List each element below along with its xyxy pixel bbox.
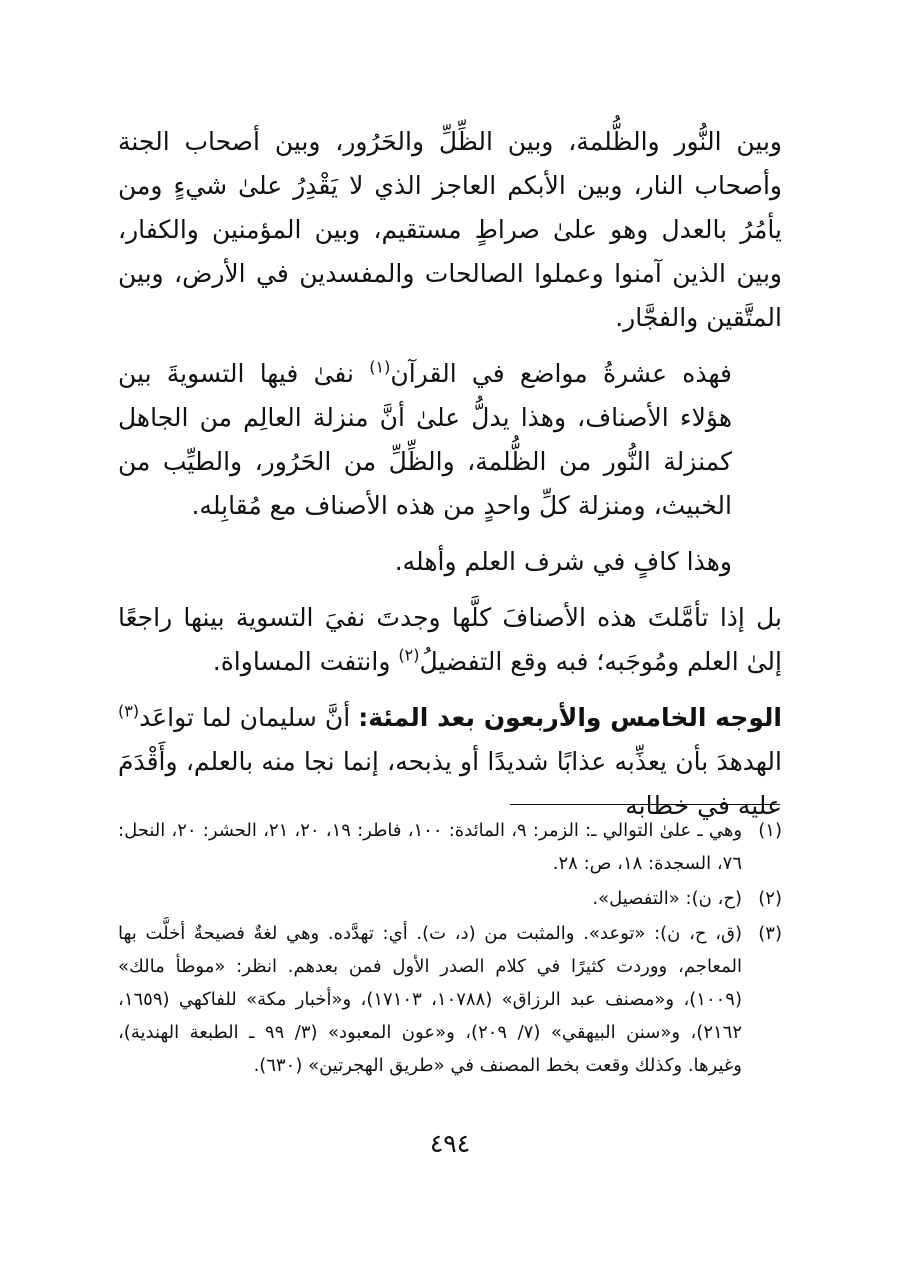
paragraph-5 xyxy=(118,696,782,828)
paragraph-2-text-a: فهذه عشرةُ مواضع في القرآن xyxy=(390,359,732,388)
footnote-text: وهي ـ علىٰ التوالي ـ: الزمر: ٩، المائدة: ١٠٠، فاطر: ١٩، ٢٠، ٢١، الحشر: ٢٠، النحل: ٧٦، السجدة: ١٨، ص: ٢٨. xyxy=(118,820,743,874)
footnote-text: (ق، ح، ن): «توعد». والمثبت من (د، ت). أي: تهدَّده. وهي لغةٌ فصيحةٌ أخلَّت بها المعاجم، ووردت كثيرًا في كلام الصدر الأول فمن بعدهم. انظر: «موطأ مالك» (١٠٠٩)، و«مصنف عبد الرزاق» (١٠٧٨٨، ١٧١٠٣)، و«أخبار مكة» للفاكهي (١٦٥٩، ٢١٦٢)، و«سنن البيهقي» (٧/ ٢٠٩)، و«عون المعبود» (٣/ ٩٩ ـ الطبعة الهندية)، وغيرها. وكذلك وقعت بخط المصنف في «طريق الهجرتين» (٦٣٠). xyxy=(118,923,743,1076)
paragraph-1: وبين النُّور والظُّلمة، وبين الظِّلِّ والحَرُور، وبين أصحاب الجنة وأصحاب النار، وبين الأبكم العاجز الذي لا يَقْدِرُ علىٰ شيءٍ ومن يأمُرُ بالعدل وهو علىٰ صراطٍ مستقيم، وبين المؤمنين والكفار، وبين الذين آمنوا وعملوا الصالحات والمفسدين في الأرض، وبين المتَّقين والفجَّار. xyxy=(118,127,782,332)
paragraph-2 xyxy=(118,352,782,528)
paragraph-5-text-b: الهدهدَ بأن يعذِّبه عذابًا شديدًا أو يذبحه، إنما نجا منه بالعلم، وأَقْدَمَ عليه في خطابه xyxy=(118,747,782,820)
footnote-number: (١) xyxy=(758,820,782,841)
footnote-ref-3[interactable]: (٣) xyxy=(118,701,140,721)
footnote-number: (٣) xyxy=(758,923,782,944)
paragraph-5-text-a: أنَّ سليمان لما تواعَد xyxy=(139,703,359,732)
paragraph-4 xyxy=(118,596,782,684)
footnote-1 xyxy=(118,814,782,880)
footnote-2 xyxy=(118,882,782,915)
paragraph-3: وهذا كافٍ في شرف العلم وأهله. xyxy=(394,547,732,576)
main-text xyxy=(118,120,782,840)
paragraph-4-text-b: وانتفت المساواة. xyxy=(212,647,399,676)
page-number: ٤٩٤ xyxy=(429,1129,471,1158)
footnotes xyxy=(118,814,782,1084)
footnote-text: (ح، ن): «التفصيل». xyxy=(592,888,742,909)
footnote-ref-2[interactable]: (٢) xyxy=(398,645,420,665)
footnote-separator xyxy=(510,804,780,805)
section-heading: الوجه الخامس والأربعون بعد المئة: xyxy=(358,703,782,732)
footnote-ref-1[interactable]: (١) xyxy=(369,357,391,377)
paragraph-4-text-a: بل إذا تأمَّلتَ هذه الأصنافَ كلَّها وجدتَ نفيَ التسوية بينها راجعًا إلىٰ العلم ومُوجَبه؛ فبه وقع التفضيلُ xyxy=(118,603,782,676)
footnote-3 xyxy=(118,917,782,1082)
paragraph-2-text-b: نفىٰ فيها التسويةَ بين هؤلاء الأصناف، وهذا يدلُّ علىٰ أنَّ منزلة العالِم من الجاهل كمنزلة النُّور من الظُّلمة، والظِّلِّ من الحَرُور، والطيِّب من الخبيث، ومنزلة كلِّ واحدٍ من هذه الأصناف مع مُقابِله. xyxy=(118,359,732,520)
footnote-number: (٢) xyxy=(758,888,782,909)
